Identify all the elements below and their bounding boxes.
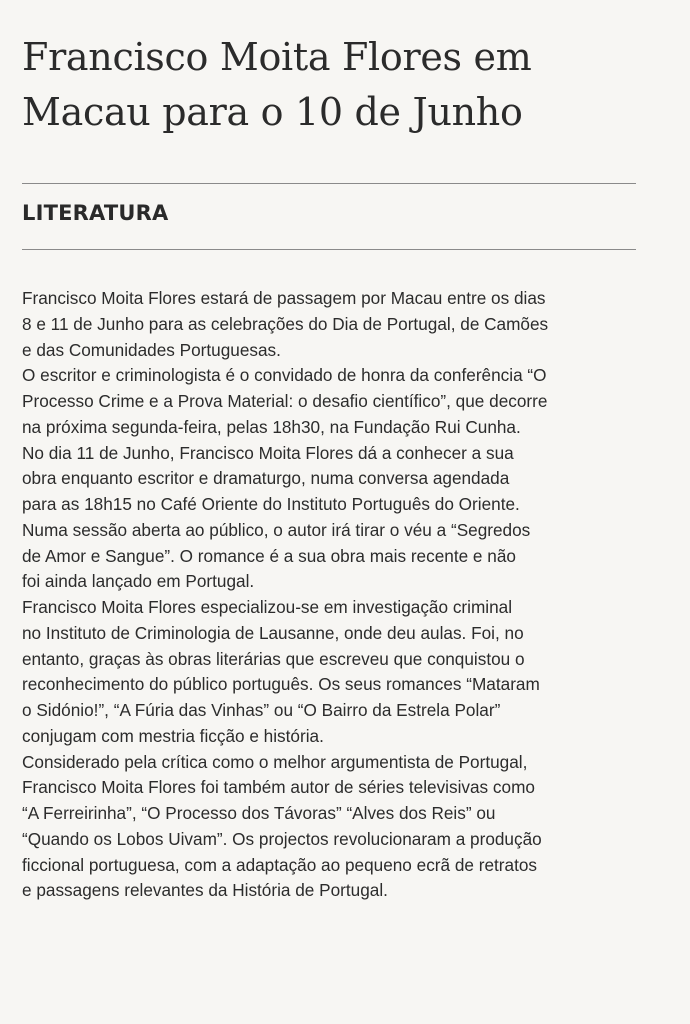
body-line: O escritor e criminologista é o convidado de honra da conferência “O [22,365,547,386]
section-label: LITERATURA [22,201,169,225]
body-line: “Quando os Lobos Uivam”. Os projectos revolucionaram a produção [22,828,542,849]
body-line: foi ainda lançado em Portugal. [22,571,255,592]
body-line: o Sidónio!”, “A Fúria das Vinhas” ou “O Bairro da Estrela Polar” [22,700,501,720]
body-line: entanto, graças às obras literárias que escreveu que conquistou o [22,648,525,669]
body-line: Numa sessão aberta ao público, o autor irá tirar o véu a “Segredos [22,519,531,540]
body-line: reconhecimento do público português. Os seus romances “Mataram [22,674,540,695]
body-line: 8 e 11 de Junho para as celebrações do Dia de Portugal, de Camões [22,313,549,334]
section-rule-top [22,183,636,184]
body-line: “A Ferreirinha”, “O Processo dos Távoras” “Alves dos Reis” ou [22,803,496,823]
body-line: Francisco Moita Flores especializou-se em investigação criminal [22,597,513,617]
headline-line-2: Macau para o 10 de Junho [22,90,523,134]
article-headline [22,30,642,140]
body-line: Francisco Moita Flores estará de passagem por Macau entre os dias [22,288,546,308]
article-body [22,286,648,904]
body-line: para as 18h15 no Café Oriente do Instituto Português do Oriente. [22,494,520,514]
body-line: e das Comunidades Portuguesas. [22,339,281,360]
headline-line-1: Francisco Moita Flores em [22,35,532,79]
body-line: Processo Crime e a Prova Material: o desafio científico”, que decorre [22,391,548,411]
body-line: conjugam com mestria ficção e história. [22,725,324,746]
body-line: na próxima segunda-feira, pelas 18h30, na Fundação Rui Cunha. [22,416,521,437]
body-line: e passagens relevantes da História de Portugal. [22,880,388,901]
section-rule-bottom [22,249,636,250]
body-line: No dia 11 de Junho, Francisco Moita Flores dá a conhecer a sua [22,442,514,463]
body-line: ficcional portuguesa, com a adaptação ao pequeno ecrã de retratos [22,854,538,875]
body-line: no Instituto de Criminologia de Lausanne, onde deu aulas. Foi, no [22,622,524,643]
body-line: de Amor e Sangue”. O romance é a sua obra mais recente e não [22,545,516,566]
body-line: Considerado pela crítica como o melhor argumentista de Portugal, [22,751,528,772]
body-line: Francisco Moita Flores foi também autor de séries televisivas como [22,777,535,798]
body-line: obra enquanto escritor e dramaturgo, numa conversa agendada [22,468,510,489]
